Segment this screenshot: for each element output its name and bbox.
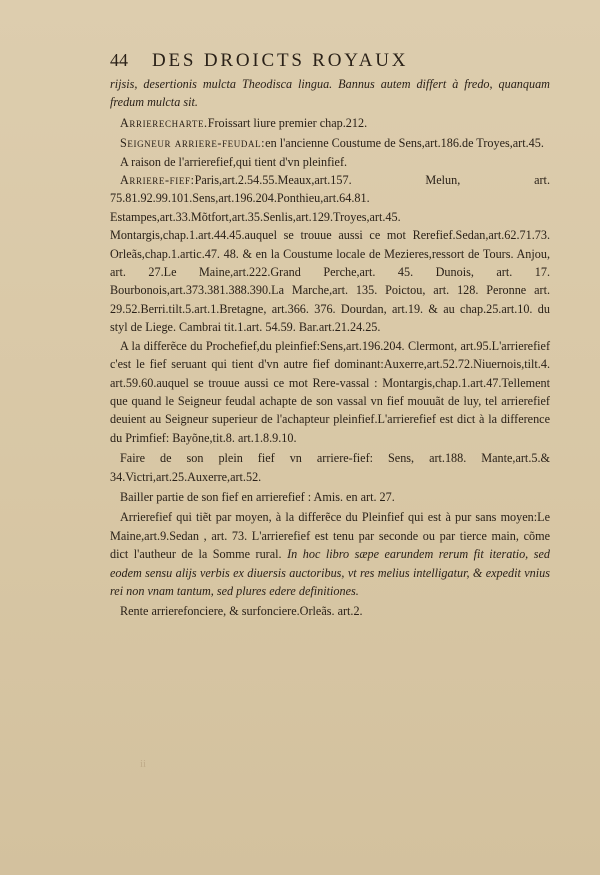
running-head [110,48,550,73]
entry-head: Seigneur arriere-feudal: [120,136,266,151]
paragraph-arrierefief-moyen [110,508,550,600]
paragraph-faire-de-son: Faire de son plein fief vn arriere-fief: Sens, art.188. Mante,art.5.& 34.Victri,art.25.Auxerre,art.52. [110,451,550,484]
paragraph-difference-prochefief: A la differẽce du Prochefief,du pleinfief:Sens,art.196.204. Clermont, art.95.L'arrierefief c'est le fief seruant qui tient d'vn autre fief dominant:Auxerre,art.52.72.Niuernois,tilt.4. art.59.60.auquel se trouue aussi ce mot Rere-vassal : Montargis,chap.1.art.47.Tellement que quand le Seigneur feudal achapte de son vassal vn fief mouuãt de luy, tel arrierefief deuient au Seigneur superieur de l'achapteur pleinfief.L'arrierefief est dict à la difference du Primfief: Bayõne,tit.8. art.1.8.9.10. [110,338,550,445]
page-title: DES DROICTS ROYAUX [152,50,409,71]
entry-head: Arrierecharte. [120,115,208,130]
page-number: 44 [110,50,128,70]
entry-text: en l'ancienne Coustume de Sens,art.186.de Troyes,art.45. [265,136,544,151]
paragraph-rente: Rente arrierefonciere, & surfonciere.Orleãs. art.2. [120,604,363,619]
text-block [110,48,550,621]
faint-mark: ii [140,758,147,770]
entry-head: Arriere-fief: [120,173,195,188]
entry-text: Froissart liure premier chap.212. [207,115,368,130]
paragraph-arriere-fief [110,171,550,337]
paragraph-latin-continuation: rijsis, desertionis mulcta Theodisca lingua. Bannus autem differt à fredo, quanquam fredum mulcta sit. [110,77,550,110]
paragraph-arrierecharte [110,114,550,132]
paragraph-bailler-partie: Bailler partie de son fief en arrierefief : Amis. en art. 27. [120,489,395,504]
entry-text: Arrierefief qui tiẽt par moyen, à la differẽce du Pleinfief qui est à pur sans moyen:Le Maine,art.9.Sedan , art. 73. L'arrierefief est tenu par seconde ou par tierce main, cõme dict l'autheur de la Somme rural. [110,510,550,562]
entry-latin: In hoc libro sæpe earundem rerum fit iteratio, sed eodem sensu alijs verbis ex diuersis auctoribus, vt res melius intelligatur, & expedit vnius rei non vnam tantum, sed plures edere definitiones. [110,547,550,598]
paragraph-a-raison: A raison de l'arrierefief,qui tient d'vn pleinfief. [120,154,348,169]
paragraph-seigneur [110,134,550,152]
entry-text: Paris,art.2.54.55.Meaux,art.157. Melun, art. 75.81.92.99.101.Sens,art.196.204.Ponthieu,art.64.81. Estampes,art.33.Mõtfort,art.35.Senlis,art.129.Troyes,art.45. Montargis,chap.1.art.44.45.auquel se trouue aussi ce mot Rerefief.Sedan,art.62.71.73. Orleãs,chap.1.artic.47. 48. & en la Coustume locale de Mezieres,ressort de Tours. Anjou, art. 27.Le Maine,art.222.Grand Perche,art. 45. Dunois, art. 17. Bourbonois,art.373.381.388.390.La Marche,art. 135. Poictou, art. 128. Peronne art. 29.52.Berri.tilt.5.art.1.Bretagne, art.366. 376. Dourdan, art.19. & au chap.25.art.10. du styl de Liege. Cambrai tit.1.art. 54.59. Bar.art.21.24.25. [110,173,550,335]
